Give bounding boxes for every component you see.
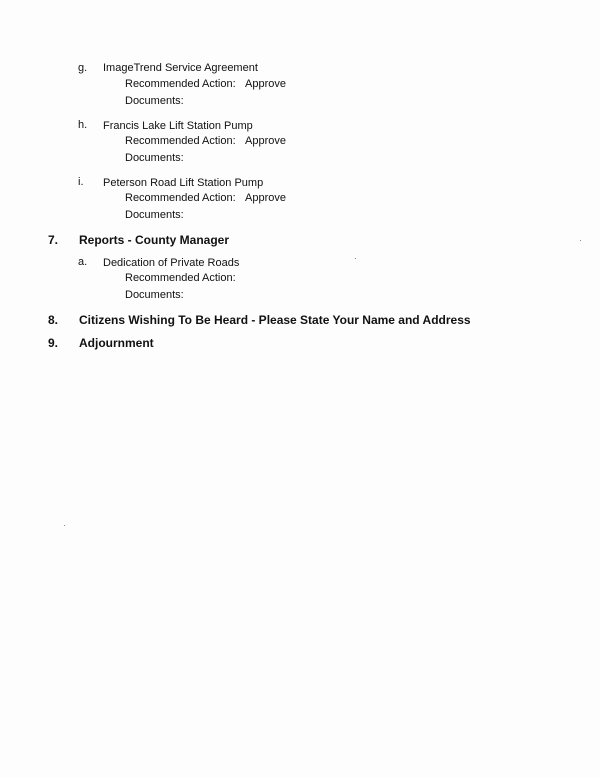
documents-label-i: Documents:	[125, 209, 184, 221]
recommended-action-label-h: Recommended Action:	[125, 135, 236, 147]
section-title-7: Reports - County Manager	[79, 233, 230, 247]
scan-speck	[580, 240, 581, 241]
documents-label-a: Documents:	[125, 289, 184, 301]
section-number-7: 7.	[48, 233, 59, 247]
documents-label-h: Documents:	[125, 152, 184, 164]
subitem-title-g: ImageTrend Service Agreement	[103, 62, 258, 74]
section-number-8: 8.	[48, 313, 59, 327]
section-number-9: 9.	[48, 336, 59, 350]
subitem-letter-h: h.	[78, 119, 88, 131]
section-title-8: Citizens Wishing To Be Heard - Please State Your Name and Address	[79, 313, 471, 327]
recommended-action-label-a: Recommended Action:	[125, 272, 236, 284]
recommended-action-value-h: Approve	[245, 135, 286, 147]
recommended-action-label-g: Recommended Action:	[125, 78, 236, 90]
subitem-title-h: Francis Lake Lift Station Pump	[103, 120, 253, 132]
subitem-letter-g: g.	[78, 62, 88, 74]
scan-speck	[64, 525, 65, 526]
recommended-action-value-g: Approve	[245, 78, 286, 90]
subitem-title-a: Dedication of Private Roads	[103, 257, 240, 269]
recommended-action-value-i: Approve	[245, 192, 286, 204]
subitem-letter-i: i.	[78, 176, 84, 188]
subitem-letter-a: a.	[78, 256, 88, 268]
subitem-title-i: Peterson Road Lift Station Pump	[103, 177, 264, 189]
recommended-action-label-i: Recommended Action:	[125, 192, 236, 204]
documents-label-g: Documents:	[125, 95, 184, 107]
section-title-9: Adjournment	[79, 336, 154, 350]
scan-speck	[355, 258, 356, 259]
